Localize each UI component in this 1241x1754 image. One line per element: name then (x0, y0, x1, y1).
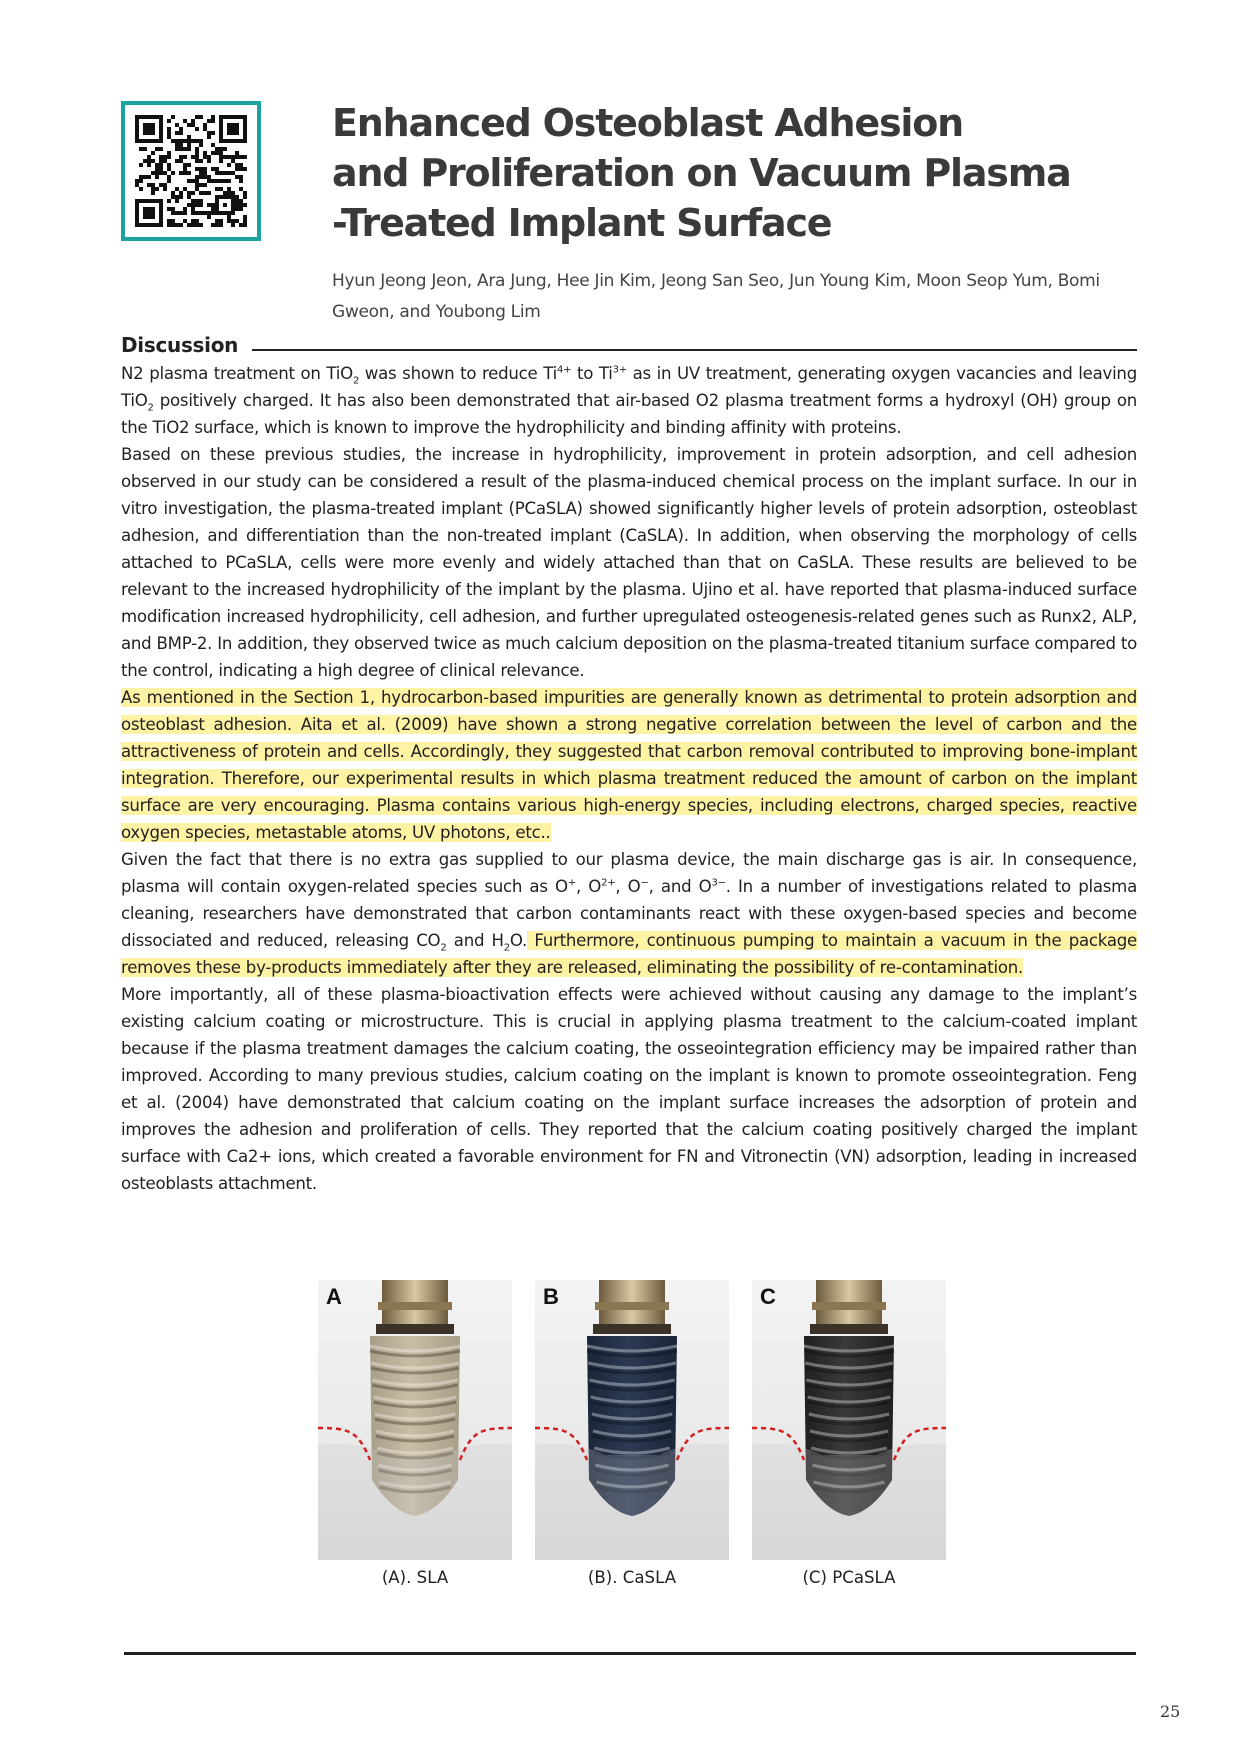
article-title (332, 98, 1132, 248)
text-run: . In a number of investigations related to plasma cleaning, researchers have demonstrated that carbon contaminants react with these oxygen-based species and become dissociated and reduced, releasing CO (121, 877, 1137, 950)
panel-label: A (326, 1284, 342, 1309)
figure-caption-b: (B). CaSLA (587, 1568, 677, 1587)
figure-panel-b (535, 1280, 729, 1560)
highlighted-text: As mentioned in the Section 1, hydrocarbon-based impurities are generally known as detrimental to protein adsorption and osteoblast adhesion. Aita et al. (2009) have shown a strong negative correlation between the level of carbon and the attractiveness of protein and cells. Accordingly, they suggested that carbon removal contributed to improving bone-implant integration. Therefore, our experimental results in which plasma treatment reduced the amount of carbon on the implant surface are very encouraging. Plasma contains various high-energy species, including electrons, charged species, reactive oxygen species, metastable atoms, UV photons, etc.. (121, 688, 1137, 842)
paragraph-5: More importantly, all of these plasma-bioactivation effects were achieved without causing any damage to the implant’s existing calcium coating or microstructure. This is crucial in applying plasma treatment to the calcium-coated implant because if the plasma treatment damages the calcium coating, the osseointegration efficiency may be impaired rather than improved. According to many previous studies, calcium coating on the implant is known to promote osseointegration. Feng et al. (2004) have demonstrated that calcium coating on the implant surface increases the adsorption of protein and improves the adhesion and proliferation of cells. They reported that the calcium coating positively charged the implant surface with Ca2+ ions, which created a favorable environment for FN and Vitronectin (VN) adsorption, leading in increased osteoblasts attachment. (121, 985, 1137, 1193)
qr-code-pattern (135, 115, 247, 227)
qr-code (121, 101, 261, 241)
text-run: N2 plasma treatment on TiO (121, 364, 353, 383)
panel-label: C (760, 1284, 776, 1309)
superscript: − (640, 877, 649, 889)
figure-caption-a: (A). SLA (381, 1568, 449, 1587)
figure-caption-c: (C) PCaSLA (802, 1568, 896, 1587)
text-run: , O (615, 877, 641, 896)
section-header (121, 333, 1137, 361)
text-run: , O (575, 877, 602, 896)
superscript: 2+ (601, 877, 616, 889)
paragraph-4 (121, 846, 1137, 981)
text-run: and H (446, 931, 504, 950)
text-run: O. (509, 931, 528, 950)
paragraph-3 (121, 684, 1137, 846)
subscript: 2 (352, 375, 360, 387)
title-line-3: -Treated Implant Surface (332, 201, 832, 245)
panel-label: B (543, 1284, 559, 1309)
text-run: positively charged. It has also been demonstrated that air-based O2 plasma treatment forms a hydroxyl (OH) group on the TiO2 surface, which is known to improve the hydrophilicity and binding affinity with proteins. (121, 391, 1137, 437)
title-line-2: and Proliferation on Vacuum Plasma (332, 151, 1071, 195)
figure-panel-a (318, 1280, 512, 1560)
paragraph-1 (121, 360, 1137, 441)
superscript: 3− (711, 877, 726, 889)
subscript: 2 (503, 942, 510, 954)
page-number: 25 (1160, 1702, 1181, 1721)
subscript: 2 (440, 942, 447, 954)
section-title: Discussion (121, 333, 252, 357)
discussion-body (121, 360, 1137, 1197)
text-run: to Ti (571, 364, 613, 383)
implant-photo-sla (318, 1280, 512, 1560)
text-run: , and O (648, 877, 712, 896)
figure-panel-c (752, 1280, 946, 1560)
text-run: was shown to reduce Ti (359, 364, 557, 383)
implant-figure (318, 1280, 946, 1560)
footer-rule (124, 1652, 1136, 1655)
superscript: + (567, 877, 576, 889)
implant-photo-casla (535, 1280, 729, 1560)
highlighted-text: Furthermore, continuous pumping to maintain a vacuum in the package removes these by-products immediately after they are released, eliminating the possibility of re-contamination. (121, 931, 1137, 977)
section-rule (241, 349, 1137, 351)
implant-photo-pcasla (752, 1280, 946, 1560)
subscript: 2 (147, 402, 154, 414)
text-run: as in UV treatment, generating oxygen vacancies and leaving TiO (121, 364, 1137, 410)
paragraph-2: Based on these previous studies, the increase in hydrophilicity, improvement in protein adsorption, and cell adhesion observed in our study can be considered a result of the plasma-induced chemical process on the implant surface. In our in vitro investigation, the plasma-treated implant (PCaSLA) showed significantly higher levels of protein adsorption, osteoblast adhesion, and differentiation than the non-treated implant (CaSLA). In addition, when observing the morphology of cells attached to PCaSLA, cells were more evenly and widely attached than that on CaSLA. These results are believed to be relevant to the increased hydrophilicity of the implant by the plasma. Ujino et al. have reported that plasma-induced surface modification increased hydrophilicity, cell adhesion, and further upregulated osteogenesis-related genes such as Runx2, ALP, and BMP-2. In addition, they observed twice as much calcium deposition on the plasma-treated titanium surface compared to the control, indicating a high degree of clinical relevance. (121, 445, 1137, 680)
author-list: Hyun Jeong Jeon, Ara Jung, Hee Jin Kim, Jeong San Seo, Jun Young Kim, Moon Seop Yum, Bomi Gweon, and Youbong Lim (332, 271, 1100, 322)
superscript: 4+ (557, 364, 572, 376)
title-line-1: Enhanced Osteoblast Adhesion (332, 101, 963, 145)
superscript: 3+ (612, 364, 627, 376)
text-run: Given the fact that there is no extra gas supplied to our plasma device, the main discharge gas is air. In consequence, plasma will contain oxygen-related species such as O (121, 850, 1137, 896)
